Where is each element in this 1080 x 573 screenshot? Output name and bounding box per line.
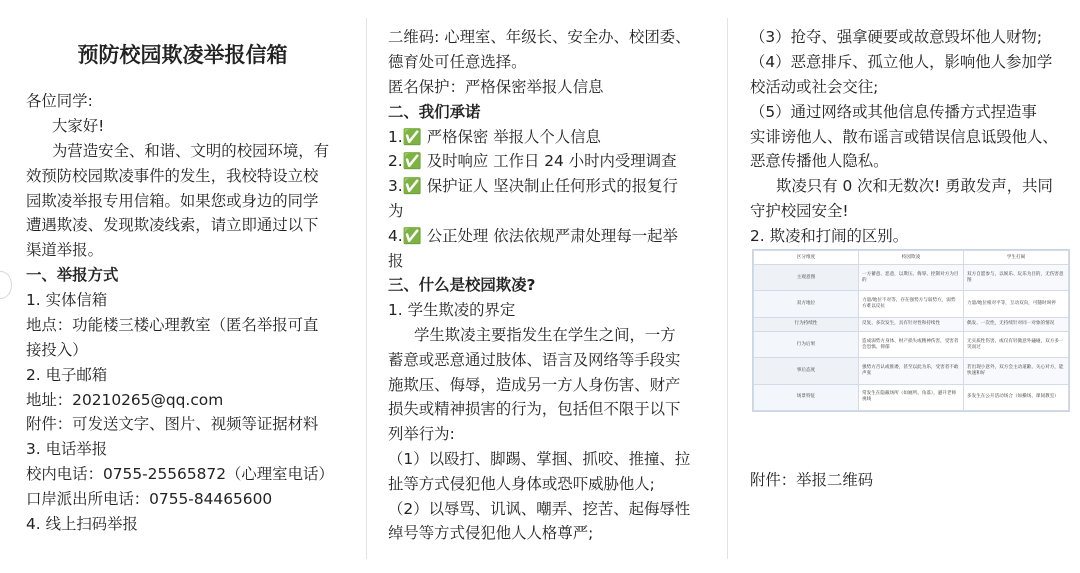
page-title: 预防校园欺凌举报信箱 [77, 43, 288, 67]
definition-line-1: 学生欺凌主要指发生在学生之间，一方 [414, 326, 676, 344]
table-cell: 行为持续性 [754, 317, 859, 331]
anonymous-line: 匿名保护：严格保密举报人信息 [388, 78, 604, 96]
police-phone: 口岸派出所电话：0755-84465600 [26, 490, 273, 508]
section-heading-promise: 二、我们承诺 [388, 103, 481, 121]
intro-line-3: 园欺凌举报专用信箱。如果您或身边的同学 [26, 192, 319, 210]
table-cell: 双方自愿参与，以娱乐、玩乐为目的，无伤害意图 [964, 265, 1069, 291]
column-divider [366, 18, 367, 559]
intro-line-5: 渠道举报。 [26, 241, 103, 259]
intro-line-1: 为营造安全、和谐、文明的校园环境，有 [52, 142, 330, 160]
behavior-5-line-3: 恶意传播他人隐私。 [750, 152, 889, 170]
table-row [754, 291, 1069, 317]
definition-heading: 1. 学生欺凌的界定 [388, 301, 516, 319]
section-heading-what-is-bullying: 三、什么是校园欺凌? [388, 276, 536, 294]
behavior-5-line-2: 实诽谤他人、散布谣言或错误信息诋毁他人、 [750, 128, 1058, 146]
email-address: 地址：20210265@qq.com [26, 391, 224, 409]
behavior-1-line-2: 扯等方式侵犯他人身体或恐吓威胁他人; [388, 475, 655, 493]
definition-line-3: 施欺压、侮辱，造成另一方人身伤害、财产 [388, 376, 681, 394]
section-heading-report-methods: 一、举报方式 [26, 266, 119, 284]
table-cell: 偶发、一次性，无持续针对同一对象的情况 [964, 317, 1069, 331]
comparison-table-image [752, 249, 1070, 412]
table-header-row [754, 251, 1069, 265]
attachment-note: 附件：举报二维码 [750, 471, 874, 489]
definition-line-2: 蓄意或恶意通过肢体、语言及网络等手段实 [388, 351, 681, 369]
school-phone: 校内电话：0755-25565872（心理室电话） [26, 465, 334, 483]
comparison-table [753, 250, 1069, 411]
table-cell: 双方地位 [754, 291, 859, 317]
table-row [754, 265, 1069, 291]
table-row [754, 358, 1069, 384]
column-divider [727, 18, 728, 559]
promise-3-cont: 为 [388, 202, 404, 220]
table-cell: 力量/地位不对等，存在强势方与弱势方，弱势方难以反抗 [859, 291, 964, 317]
definition-line-4: 损失或精神损害的行为，包括但不限于以下 [388, 400, 681, 418]
hello-line: 大家好! [52, 117, 105, 135]
qr-line-1: 二维码: 心理室、年级长、安全办、校团委、 [388, 28, 691, 46]
table-cell: 造成弱势方身体、财产损失或精神伤害，受害者会恐惧、抑郁 [859, 331, 964, 357]
phone-heading: 3. 电话举报 [26, 440, 108, 458]
behavior-2-line-2: 绰号等方式侵犯他人人格尊严; [388, 524, 594, 542]
promise-4: 4.✅ 公正处理 依法依规严肃处理每一起举 [388, 227, 678, 245]
table-cell: 若出现小意外，双方会主动道歉、关心对方，能快速和好 [964, 358, 1069, 384]
slogan-line-2: 守护校园安全! [750, 202, 849, 220]
table-header: 校园欺凌 [859, 251, 964, 265]
behavior-1-line-1: （1）以殴打、脚踢、掌掴、抓咬、推撞、拉 [388, 450, 691, 468]
table-row [754, 331, 1069, 357]
email-heading: 2. 电子邮箱 [26, 366, 108, 384]
table-cell: 反复、多次发生，具有针对性和持续性 [859, 317, 964, 331]
behavior-4-line-2: 校活动或社会交往; [750, 78, 879, 96]
promise-3: 3.✅ 保护证人 坚决制止任何形式的报复行 [388, 177, 678, 195]
table-header: 区分维度 [754, 251, 859, 265]
definition-line-5: 列举行为: [388, 425, 455, 443]
greeting-line: 各位同学: [26, 92, 93, 110]
column-1 [0, 0, 365, 573]
promise-2: 2.✅ 及时响应 工作日 24 小时内受理调查 [388, 152, 677, 170]
table-cell: 行为后果 [754, 331, 859, 357]
behavior-3: （3）抢夺、强拿硬要或故意毁坏他人财物; [750, 28, 1043, 46]
table-cell: 场景特征 [754, 384, 859, 410]
qr-line-2: 德育处可任意选择。 [388, 53, 527, 71]
table-cell: 一方蓄意、恶意，以欺压、侮辱、控制对方为目的 [859, 265, 964, 291]
intro-line-4: 遭遇欺凌、发现欺凌线索，请立即通过以下 [26, 216, 319, 234]
intro-line-2: 效预防校园欺凌事件的发生，我校特设立校 [26, 167, 319, 185]
mailbox-location-1: 地点：功能楼三楼心理教室（匿名举报可直 [26, 316, 319, 334]
table-cell: 无实质性伤害，或仅有轻微意外磕碰，双方多一笑而过 [964, 331, 1069, 357]
table-cell: 力量/地位相对平等，互动双向，可随时叫停 [964, 291, 1069, 317]
table-cell: 常发生在隐蔽场所（如厕所、角落），避开老师视线 [859, 384, 964, 410]
table-cell: 多发生在公开活动场合（如操场、课间教室） [964, 384, 1069, 410]
behavior-5-line-1: （5）通过网络或其他信息传播方式捏造事 [750, 103, 1037, 121]
mailbox-location-2: 接投入） [26, 341, 88, 359]
table-cell: 强势方否认或推诿，甚至以此为乐，受害者不敢声张 [859, 358, 964, 384]
promise-1: 1.✅ 严格保密 举报人个人信息 [388, 128, 601, 146]
mailbox-heading: 1. 实体信箱 [26, 291, 108, 309]
email-attachment-note: 附件：可发送文字、图片、视频等证据材料 [26, 415, 319, 433]
table-cell: 事后态度 [754, 358, 859, 384]
table-row [754, 384, 1069, 410]
table-cell: 主观意图 [754, 265, 859, 291]
difference-heading: 2. 欺凌和打闹的区别。 [750, 227, 909, 245]
table-row [754, 317, 1069, 331]
slogan-line-1: 欺凌只有 0 次和无数次! 勇敢发声，共同 [776, 177, 1053, 195]
online-heading: 4. 线上扫码举报 [26, 515, 138, 533]
table-header: 学生打闹 [964, 251, 1069, 265]
promise-4-cont: 报 [388, 252, 404, 270]
behavior-4-line-1: （4）恶意排斥、孤立他人，影响他人参加学 [750, 53, 1053, 71]
behavior-2-line-1: （2）以辱骂、讥讽、嘲弄、挖苦、起侮辱性 [388, 500, 691, 518]
